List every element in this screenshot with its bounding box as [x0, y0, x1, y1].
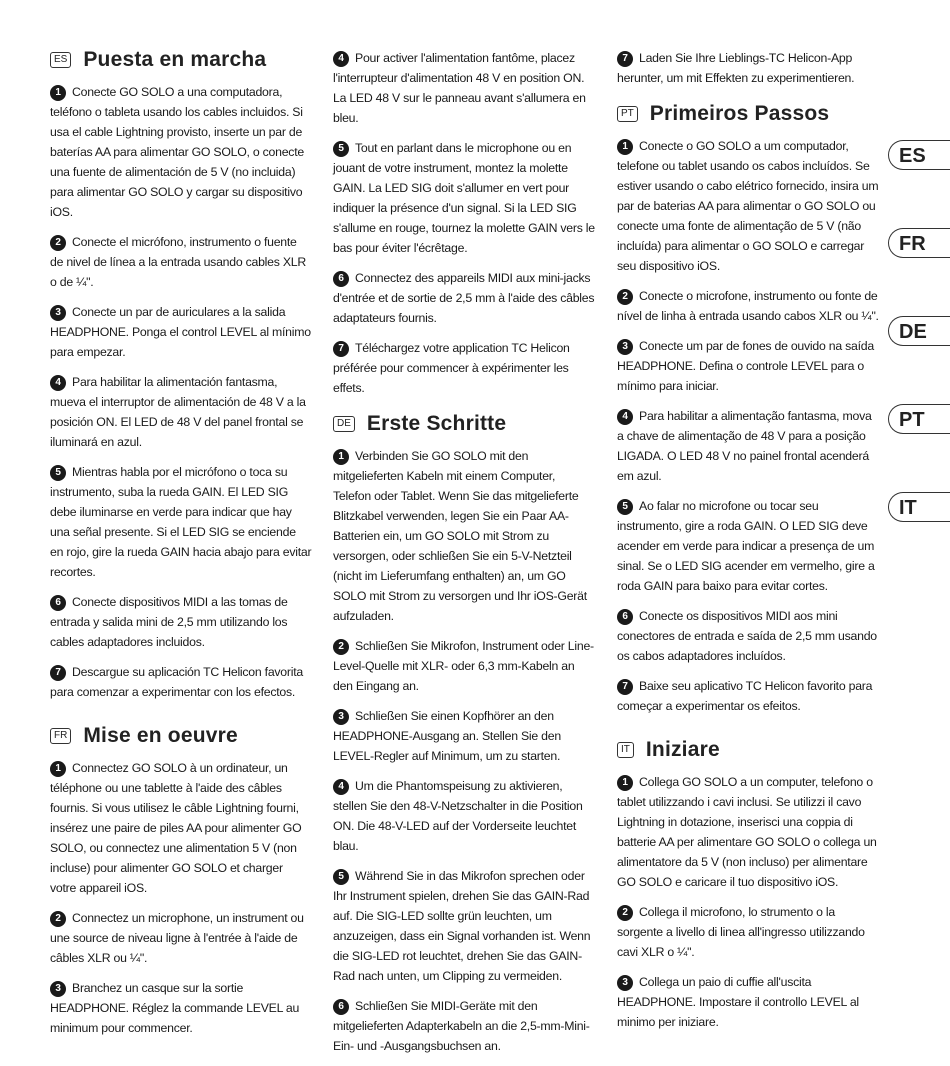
tab-fr[interactable]: FR: [888, 228, 950, 258]
step-text: Conecte GO SOLO a una computadora, teléfono o tableta usando los cables incluidos. Si usa el cable Lightning provisto, inserte un par de baterías AA para alimentar GO SOLO, o conecte una fuente de alimentación de 5 V (no incluida) para alimentar GO SOLO y cargar su dispositivo iOS.: [50, 85, 304, 219]
step-fr-7: [333, 338, 595, 398]
section-title-fr: Mise en oeuvre: [83, 724, 238, 747]
step-number-badge: 7: [617, 51, 633, 67]
step-text: Laden Sie Ihre Lieblings-TC Helicon-App herunter, um mit Effekten zu experimentieren.: [617, 51, 855, 85]
step-pt-3: [617, 336, 879, 396]
step-fr-6: [333, 268, 595, 328]
section-header-de: [333, 412, 595, 436]
step-number-badge: 6: [333, 271, 349, 287]
column-2: [333, 48, 595, 1066]
step-number-badge: 2: [50, 911, 66, 927]
language-tabs: [888, 140, 950, 580]
step-pt-4: [617, 406, 879, 486]
step-number-badge: 4: [333, 51, 349, 67]
tab-pt[interactable]: PT: [888, 404, 950, 434]
step-text: Conecte o GO SOLO a um computador, telefone ou tablet usando os cabos incluídos. Se estiver usando o cabo elétrico fornecido, insira um par de baterias AA para alimentar o GO SOLO ou conecte uma fonte de alimentação de 5 V (não incluída) para alimentar o GO SOLO e carregar seu dispositivo iOS.: [617, 139, 879, 273]
step-number-badge: 7: [617, 679, 633, 695]
step-number-badge: 1: [617, 139, 633, 155]
step-es-7: [50, 662, 312, 702]
step-text: Verbinden Sie GO SOLO mit den mitgelieferten Kabeln mit einem Computer, Telefon oder Tablet. Wenn Sie das mitgelieferte Blitzkabel verwenden, legen Sie ein Paar AA-Batterien ein, um GO SOLO mit Strom zu versorgen, oder schließen Sie ein 5-V-Netzteil (nicht im Lieferumfang enthalten) an, um GO SOLO mit Strom zu versorgen und Ihr iOS-Gerät aufzuladen.: [333, 449, 587, 623]
step-it-2: [617, 902, 879, 962]
step-de-3: [333, 706, 595, 766]
step-it-1: [617, 772, 879, 892]
step-number-badge: 6: [333, 999, 349, 1015]
step-text: Conecte el micrófono, instrumento o fuente de nivel de línea a la entrada usando cables XLR o de ¼".: [50, 235, 306, 289]
step-text: Um die Phantomspeisung zu aktivieren, stellen Sie den 48-V-Netzschalter in die Position ON. Die 48-V-LED auf der Vorderseite leuchtet blau.: [333, 779, 583, 853]
step-pt-2: [617, 286, 879, 326]
step-text: Schließen Sie MIDI-Geräte mit den mitgelieferten Adapterkabeln an die 2,5-mm-Mini-Ein- und -Ausgangsbuchsen an.: [333, 999, 590, 1053]
section-title-de: Erste Schritte: [366, 412, 507, 435]
step-de-7: [617, 48, 879, 88]
step-fr-3: [50, 978, 312, 1038]
language-code-it: IT: [617, 742, 634, 758]
step-text: Schließen Sie einen Kopfhörer an den HEADPHONE-Ausgang an. Stellen Sie den LEVEL-Regler auf Minimum, um zu starten.: [333, 709, 561, 763]
step-es-4: [50, 372, 312, 452]
step-text: Connectez un microphone, un instrument ou une source de niveau ligne à l'entrée à l'aide de câbles XLR ou ¼".: [50, 911, 304, 965]
tab-es[interactable]: ES: [888, 140, 950, 170]
step-number-badge: 5: [333, 869, 349, 885]
step-number-badge: 3: [333, 709, 349, 725]
step-number-badge: 1: [50, 85, 66, 101]
step-pt-6: [617, 606, 879, 666]
step-number-badge: 3: [50, 305, 66, 321]
step-number-badge: 1: [617, 775, 633, 791]
step-text: Para habilitar la alimentación fantasma, mueva el interruptor de alimentación de 48 V a la posición ON. El LED de 48 V del panel frontal se iluminará en azul.: [50, 375, 306, 449]
step-number-badge: 4: [50, 375, 66, 391]
step-es-6: [50, 592, 312, 652]
step-es-3: [50, 302, 312, 362]
step-pt-5: [617, 496, 879, 596]
step-es-5: [50, 462, 312, 582]
column-1: [50, 48, 312, 1048]
step-fr-1: [50, 758, 312, 898]
step-text: Conecte o microfone, instrumento ou fonte de nível de linha à entrada usando cabos XLR ou ¼".: [617, 289, 879, 323]
step-text: Baixe seu aplicativo TC Helicon favorito para começar a experimentar os efeitos.: [617, 679, 873, 713]
step-pt-7: [617, 676, 879, 716]
step-text: Connectez des appareils MIDI aux mini-jacks d'entrée et de sortie de 2,5 mm à l'aide des câbles adaptateurs fournis.: [333, 271, 595, 325]
step-de-6: [333, 996, 595, 1056]
tab-de[interactable]: DE: [888, 316, 950, 346]
section-header-it: [617, 738, 879, 762]
section-header-pt: [617, 102, 879, 126]
section-title-pt: Primeiros Passos: [649, 102, 830, 125]
step-number-badge: 7: [333, 341, 349, 357]
step-text: Schließen Sie Mikrofon, Instrument oder Line-Level-Quelle mit XLR- oder 6,3 mm-Kabeln an den Eingang an.: [333, 639, 594, 693]
step-fr-4: [333, 48, 595, 128]
language-code-pt: PT: [617, 106, 638, 122]
step-number-badge: 5: [50, 465, 66, 481]
step-number-badge: 3: [50, 981, 66, 997]
step-number-badge: 7: [50, 665, 66, 681]
step-number-badge: 6: [617, 609, 633, 625]
step-number-badge: 4: [617, 409, 633, 425]
step-text: Conecte um par de fones de ouvido na saída HEADPHONE. Defina o controle LEVEL para o mínimo para iniciar.: [617, 339, 874, 393]
step-text: Conecte un par de auriculares a la salida HEADPHONE. Ponga el control LEVEL al mínimo para empezar.: [50, 305, 311, 359]
step-pt-1: [617, 136, 879, 276]
language-code-es: ES: [50, 52, 71, 68]
step-number-badge: 5: [333, 141, 349, 157]
step-number-badge: 2: [50, 235, 66, 251]
step-text: Während Sie in das Mikrofon sprechen oder Ihr Instrument spielen, drehen Sie das GAIN-Rad auf. Die SIG-LED sollte grün leuchten, um anzuzeigen, dass ein Signal vorhanden ist. Wenn die SIG-LED rot leuchtet, drehen Sie das GAIN-Rad nach unten, um Clipping zu vermeiden.: [333, 869, 591, 983]
step-number-badge: 5: [617, 499, 633, 515]
language-code-de: DE: [333, 416, 355, 432]
step-text: Collega GO SOLO a un computer, telefono o tablet utilizzando i cavi inclusi. Se utilizzi il cavo Lightning in dotazione, inserisci una coppia di batterie AA per alimentare GO SOLO o collega un alimentatore da 5 V (non incluso) per alimentare GO SOLO e caricare il tuo dispositivo iOS.: [617, 775, 877, 889]
step-de-2: [333, 636, 595, 696]
step-text: Téléchargez votre application TC Helicon préférée pour commencer à expérimenter les effets.: [333, 341, 570, 395]
section-title-it: Iniziare: [645, 738, 720, 761]
step-text: Branchez un casque sur la sortie HEADPHONE. Réglez la commande LEVEL au minimum pour commencer.: [50, 981, 300, 1035]
step-text: Tout en parlant dans le microphone ou en jouant de votre instrument, montez la molette GAIN. La LED SIG doit s'allumer en vert pour indiquer la présence d'un signal. Si la LED SIG s'allume en rouge, tournez la molette GAIN vers le bas pour éviter l'écrêtage.: [333, 141, 595, 255]
step-number-badge: 2: [333, 639, 349, 655]
language-code-fr: FR: [50, 728, 71, 744]
step-fr-2: [50, 908, 312, 968]
step-number-badge: 2: [617, 289, 633, 305]
step-number-badge: 6: [50, 595, 66, 611]
step-text: Descargue su aplicación TC Helicon favorita para comenzar a experimentar con los efectos.: [50, 665, 303, 699]
step-text: Collega il microfono, lo strumento o la sorgente a livello di linea all'ingresso utilizzando cavi XLR o ¼".: [617, 905, 865, 959]
section-header-fr: [50, 724, 312, 748]
step-text: Collega un paio di cuffie all'uscita HEADPHONE. Impostare il controllo LEVEL al minimo per iniziare.: [617, 975, 859, 1029]
step-text: Conecte os dispositivos MIDI aos mini conectores de entrada e saída de 2,5 mm usando os cabos adaptadores incluídos.: [617, 609, 877, 663]
step-fr-5: [333, 138, 595, 258]
step-text: Mientras habla por el micrófono o toca su instrumento, suba la rueda GAIN. El LED SIG debe iluminarse en verde para indicar que hay una señal presente. Si el LED SIG se enciende en rojo, gire la rueda GAIN hacia abajo para evitar recortes.: [50, 465, 312, 579]
step-de-4: [333, 776, 595, 856]
step-text: Pour activer l'alimentation fantôme, placez l'interrupteur d'alimentation 48 V en position ON. La LED 48 V sur le panneau avant s'allumera en bleu.: [333, 51, 586, 125]
step-text: Conecte dispositivos MIDI a las tomas de entrada y salida mini de 2,5 mm utilizando los cables adaptadores incluidos.: [50, 595, 288, 649]
step-text: Ao falar no microfone ou tocar seu instrumento, gire a roda GAIN. O LED SIG deve acender em verde para indicar a presença de um sinal. Se o LED SIG acender em vermelho, gire a roda GAIN para baixo para evitar cortes.: [617, 499, 875, 593]
tab-it[interactable]: IT: [888, 492, 950, 522]
column-3: [617, 48, 879, 1042]
step-es-2: [50, 232, 312, 292]
step-number-badge: 1: [50, 761, 66, 777]
step-text: Connectez GO SOLO à un ordinateur, un téléphone ou une tablette à l'aide des câbles fournis. Si vous utilisez le câble Lightning fourni, insérez une paire de piles AA pour alimenter GO SOLO, ou connectez une alimentation 5 V (non incluse) pour alimenter GO SOLO et charger votre appareil iOS.: [50, 761, 302, 895]
step-de-5: [333, 866, 595, 986]
step-number-badge: 3: [617, 339, 633, 355]
section-header-es: [50, 48, 312, 72]
step-it-3: [617, 972, 879, 1032]
step-text: Para habilitar a alimentação fantasma, mova a chave de alimentação de 48 V para a posição LIGADA. O LED 48 V no painel frontal acenderá em azul.: [617, 409, 872, 483]
section-title-es: Puesta en marcha: [83, 48, 267, 71]
step-es-1: [50, 82, 312, 222]
step-de-1: [333, 446, 595, 626]
step-number-badge: 1: [333, 449, 349, 465]
step-number-badge: 3: [617, 975, 633, 991]
step-number-badge: 2: [617, 905, 633, 921]
step-number-badge: 4: [333, 779, 349, 795]
